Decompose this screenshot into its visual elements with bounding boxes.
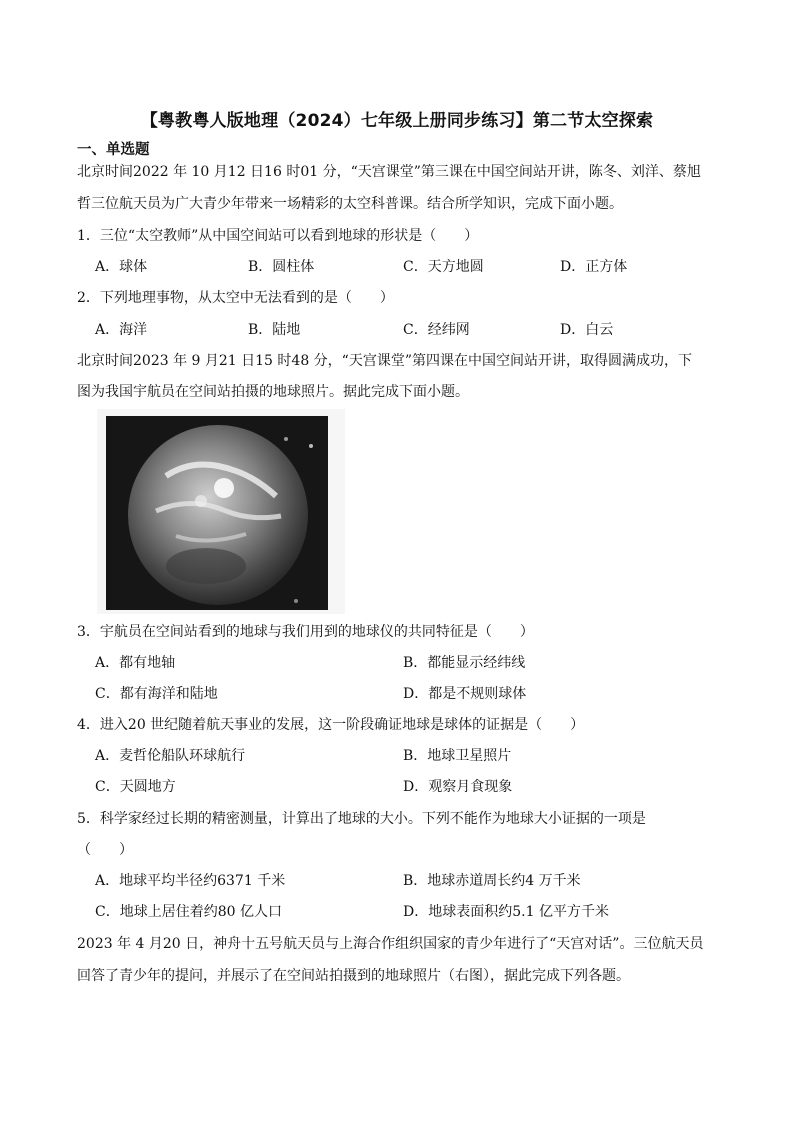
- option-d: D．白云: [560, 322, 614, 338]
- question-stem: 1．三位“太空教师”从中国空间站可以看到地球的形状是（ ）: [77, 228, 479, 244]
- intro-text-line: 北京时间2023 年 9 月21 日15 时48 分，“天宫课堂”第四课在中国空间站开讲，取得圆满成功，下: [77, 353, 692, 369]
- question-stem-continuation: （ ）: [77, 842, 133, 858]
- option-a: A．地球平均半径约6371 千米: [95, 873, 286, 889]
- option-a: A．球体: [95, 259, 148, 275]
- option-b: B．地球赤道周长约4 万千米: [403, 873, 581, 889]
- earth-photo: [97, 409, 345, 614]
- option-c: C．天圆地方: [95, 779, 176, 795]
- option-c: C．天方地圆: [403, 259, 484, 275]
- question-stem: 2．下列地理事物，从太空中无法看到的是（ ）: [77, 290, 394, 306]
- intro-text-line: 哲三位航天员为广大青少年带来一场精彩的太空科普课。结合所学知识，完成下面小题。: [77, 196, 623, 212]
- option-b: B．陆地: [248, 322, 301, 338]
- option-a: A．海洋: [95, 322, 148, 338]
- option-d: D．正方体: [560, 259, 628, 275]
- intro-text-line: 图为我国宇航员在空间站拍摄的地球照片。据此完成下面小题。: [77, 384, 469, 400]
- option-c: C．经纬网: [403, 322, 470, 338]
- intro-text-line: 回答了青少年的提问，并展示了在空间站拍摄到的地球照片（右图），据此完成下列各题。: [77, 968, 630, 984]
- option-b: B．圆柱体: [248, 259, 315, 275]
- option-c: C．地球上居住着约80 亿人口: [95, 904, 282, 920]
- option-d: D．地球表面积约5.1 亿平方千米: [403, 904, 609, 920]
- earth-globe-icon: [106, 416, 328, 610]
- page-title: 【粤教粤人版地理（2024）七年级上册同步练习】第二节太空探索: [140, 111, 654, 131]
- option-b: B．地球卫星照片: [403, 748, 512, 764]
- intro-text-line: 2023 年 4 月20 日，神舟十五号航天员与上海合作组织国家的青少年进行了“天宫对话”。三位航天员: [77, 936, 704, 952]
- section-heading: 一、单选题: [77, 142, 150, 158]
- intro-text-line: 北京时间2022 年 10 月12 日16 时01 分，“天宫课堂”第三课在中国空间站开讲，陈冬、刘洋、蔡旭: [77, 164, 701, 180]
- option-d: D．都是不规则球体: [403, 686, 527, 702]
- earth-photo-icon: [106, 416, 328, 610]
- option-a: A．麦哲伦船队环球航行: [95, 748, 246, 764]
- option-b: B．都能显示经纬线: [403, 655, 526, 671]
- option-d: D．观察月食现象: [403, 779, 513, 795]
- question-stem: 4．进入20 世纪随着航天事业的发展，这一阶段确证地球是球体的证据是（ ）: [77, 717, 585, 733]
- option-c: C．都有海洋和陆地: [95, 686, 218, 702]
- question-stem: 3．宇航员在空间站看到的地球与我们用到的地球仪的共同特征是（ ）: [77, 624, 534, 640]
- option-a: A．都有地轴: [95, 655, 176, 671]
- question-stem: 5．科学家经过长期的精密测量，计算出了地球的大小。下列不能作为地球大小证据的一项是: [77, 811, 646, 827]
